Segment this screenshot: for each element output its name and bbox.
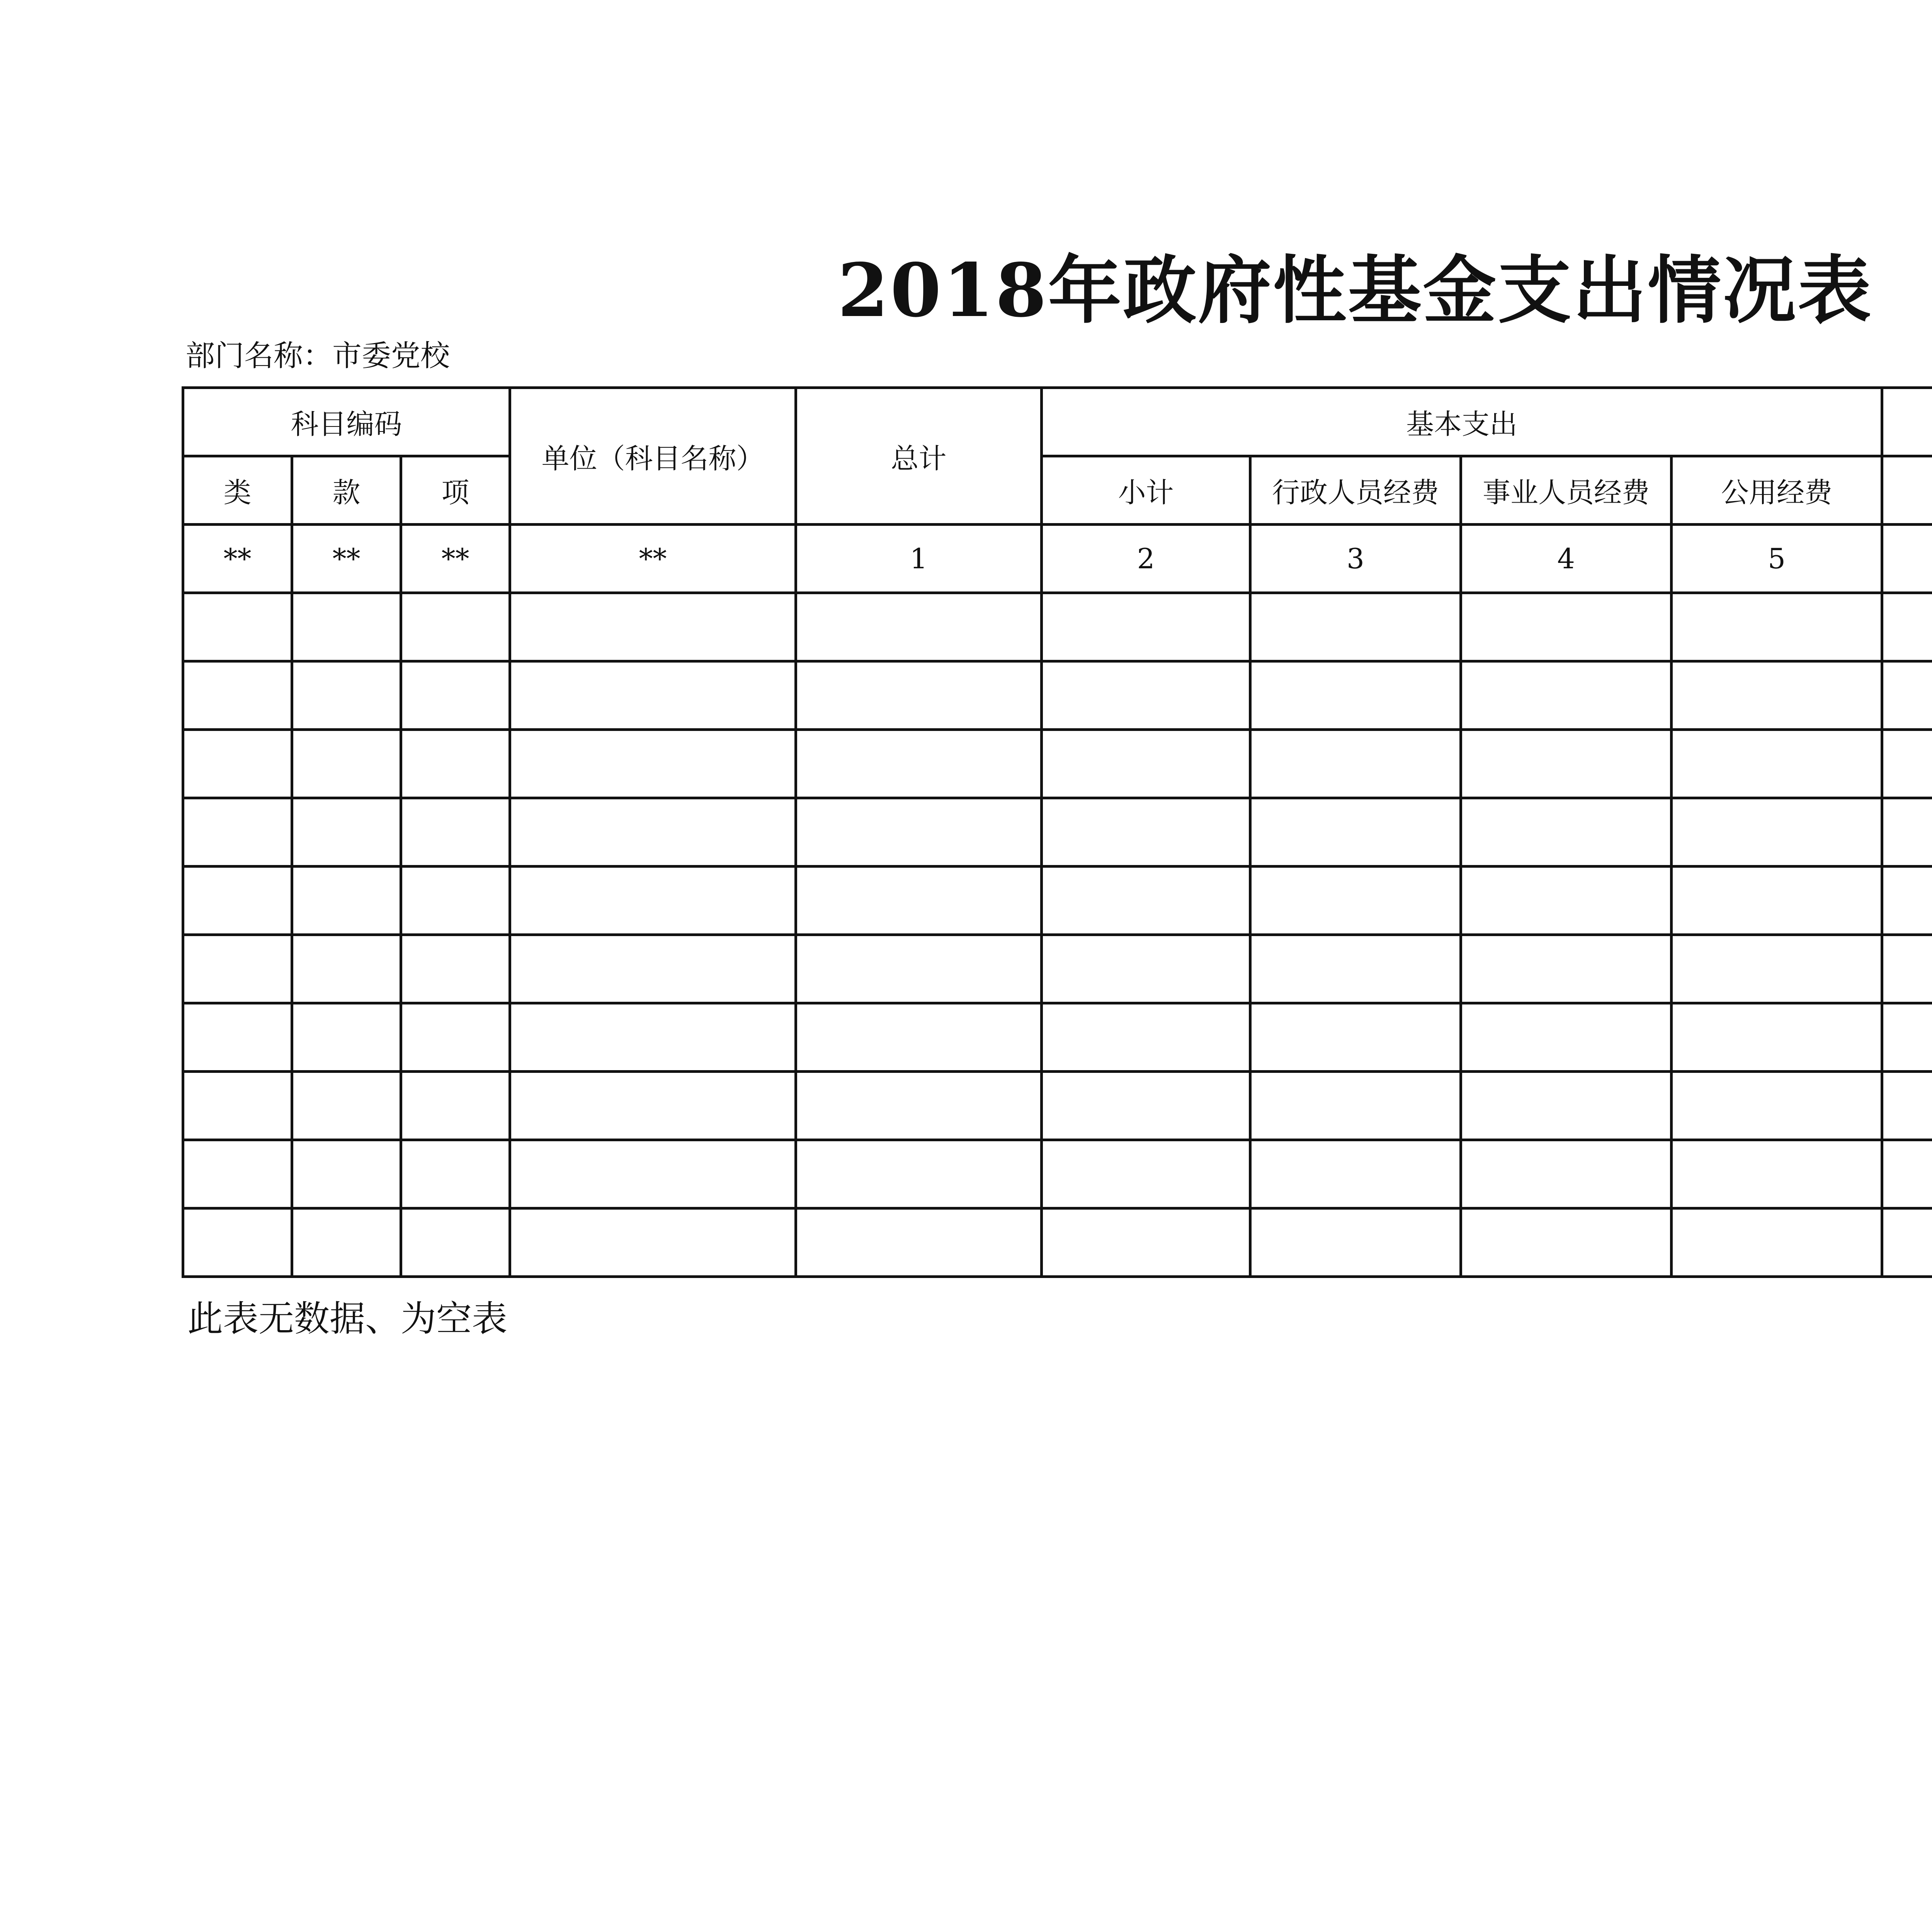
table-cell [401, 593, 510, 661]
table-cell [292, 1140, 401, 1208]
table-cell [183, 661, 292, 730]
table-cell [183, 798, 292, 867]
table-cell [1672, 1208, 1882, 1277]
index-cell: 3 [1250, 525, 1461, 593]
index-cell: ** [401, 525, 510, 593]
table-cell [1250, 730, 1461, 798]
table-cell [1672, 730, 1882, 798]
table-cell [510, 593, 796, 661]
table-cell [1882, 1003, 1932, 1072]
table-cell [292, 661, 401, 730]
table-cell [796, 798, 1042, 867]
header-subject-code: 科目编码 [183, 388, 510, 456]
department-label: 部门名称：市委党校 [185, 338, 450, 373]
table-cell [796, 867, 1042, 935]
table-row [183, 661, 1932, 730]
table-cell [401, 1003, 510, 1072]
table-cell [1672, 1072, 1882, 1140]
table-row [183, 1140, 1932, 1208]
table-cell [401, 1072, 510, 1140]
index-cell [1882, 525, 1932, 593]
table-cell [1461, 867, 1672, 935]
table-cell [1882, 798, 1932, 867]
table-cell [510, 798, 796, 867]
header-unit-name: 单位（科目名称） [510, 388, 796, 525]
table-cell [510, 1072, 796, 1140]
table-cell [796, 1208, 1042, 1277]
table-cell [1042, 1208, 1250, 1277]
table-cell [1250, 661, 1461, 730]
table-cell [401, 1208, 510, 1277]
table-cell [796, 935, 1042, 1003]
table-cell [1882, 935, 1932, 1003]
table-cell [1461, 1208, 1672, 1277]
table-cell [183, 867, 292, 935]
table-cell [796, 1072, 1042, 1140]
header-basic-subtotal: 小计 [1042, 456, 1250, 525]
index-cell: 2 [1042, 525, 1250, 593]
table-cell [510, 1003, 796, 1072]
index-cell: 4 [1461, 525, 1672, 593]
table-cell [796, 593, 1042, 661]
table-cell [401, 867, 510, 935]
table-cell [292, 1003, 401, 1072]
header-lei: 类 [183, 456, 292, 525]
table-cell [510, 867, 796, 935]
table-cell [510, 1208, 796, 1277]
table-row [183, 1072, 1932, 1140]
table-cell [183, 730, 292, 798]
header-admin-staff: 行政人员经费 [1250, 456, 1461, 525]
table-cell [1250, 798, 1461, 867]
header-xiang: 项 [401, 456, 510, 525]
table-cell [1250, 593, 1461, 661]
table-cell [1461, 1072, 1672, 1140]
table-cell [1461, 593, 1672, 661]
header-project-expenditure [1882, 388, 1932, 456]
table-cell [1042, 798, 1250, 867]
table-cell [1461, 1003, 1672, 1072]
table-cell [1461, 730, 1672, 798]
page-title: 2018年政府性基金支出情况表 [837, 247, 1873, 333]
table-cell [796, 1003, 1042, 1072]
table-cell [1461, 798, 1672, 867]
table-cell [1042, 661, 1250, 730]
table-cell [1672, 798, 1882, 867]
index-cell: ** [510, 525, 796, 593]
table-row [183, 798, 1932, 867]
table-cell [183, 1140, 292, 1208]
table-cell [183, 1072, 292, 1140]
table-cell [401, 1140, 510, 1208]
table-cell [1461, 935, 1672, 1003]
table-cell [1882, 730, 1932, 798]
table-cell [1672, 593, 1882, 661]
table-cell [1461, 1140, 1672, 1208]
table-cell [183, 1003, 292, 1072]
table-cell [1250, 1003, 1461, 1072]
table-cell [510, 935, 796, 1003]
table-cell [1882, 661, 1932, 730]
table-cell [292, 593, 401, 661]
table-cell [1250, 1140, 1461, 1208]
table-row [183, 593, 1932, 661]
table-cell [1042, 1140, 1250, 1208]
table-cell [1250, 1072, 1461, 1140]
table-row [183, 867, 1932, 935]
table-cell [1042, 593, 1250, 661]
table-cell [796, 1140, 1042, 1208]
table-cell [796, 661, 1042, 730]
table-cell [183, 935, 292, 1003]
header-project-subtotal [1882, 456, 1932, 525]
header-public-funds: 公用经费 [1672, 456, 1882, 525]
index-cell: 1 [796, 525, 1042, 593]
table-cell [1882, 593, 1932, 661]
table-cell [510, 661, 796, 730]
table-row [183, 935, 1932, 1003]
table-cell [1882, 1140, 1932, 1208]
empty-rows [183, 593, 1932, 1277]
table-cell [1042, 867, 1250, 935]
table-cell [1042, 730, 1250, 798]
table-cell [1250, 935, 1461, 1003]
table-cell [292, 798, 401, 867]
index-cell: ** [183, 525, 292, 593]
table-cell [401, 798, 510, 867]
table-cell [510, 1140, 796, 1208]
table-cell [796, 730, 1042, 798]
empty-table-note: 此表无数据、为空表 [187, 1298, 508, 1339]
table-cell [1672, 867, 1882, 935]
table-cell [510, 730, 796, 798]
table-cell [292, 1072, 401, 1140]
table-cell [1250, 867, 1461, 935]
index-cell: ** [292, 525, 401, 593]
table-cell [1042, 1072, 1250, 1140]
header-institution-staff: 事业人员经费 [1461, 456, 1672, 525]
header-basic-expenditure: 基本支出 [1042, 388, 1882, 456]
table-cell [1042, 1003, 1250, 1072]
table-cell [1042, 935, 1250, 1003]
table-cell [1882, 1208, 1932, 1277]
table-cell [401, 730, 510, 798]
table-row [183, 1208, 1932, 1277]
table-cell [292, 867, 401, 935]
index-row [183, 525, 1932, 593]
table-cell [1882, 1072, 1932, 1140]
table-cell [292, 1208, 401, 1277]
index-cell: 5 [1672, 525, 1882, 593]
table-cell [292, 935, 401, 1003]
table-cell [1672, 1003, 1882, 1072]
table-cell [1882, 867, 1932, 935]
table-cell [1250, 1208, 1461, 1277]
table-cell [401, 661, 510, 730]
table-cell [401, 935, 510, 1003]
table-row [183, 730, 1932, 798]
table-cell [1461, 661, 1672, 730]
budget-table [182, 386, 1932, 1278]
header-kuan: 款 [292, 456, 401, 525]
table-cell [1672, 1140, 1882, 1208]
table-cell [292, 730, 401, 798]
table-cell [183, 1208, 292, 1277]
table-cell [1672, 661, 1882, 730]
table-cell [183, 593, 292, 661]
table-cell [1672, 935, 1882, 1003]
table-row [183, 1003, 1932, 1072]
header-total: 总计 [796, 388, 1042, 525]
